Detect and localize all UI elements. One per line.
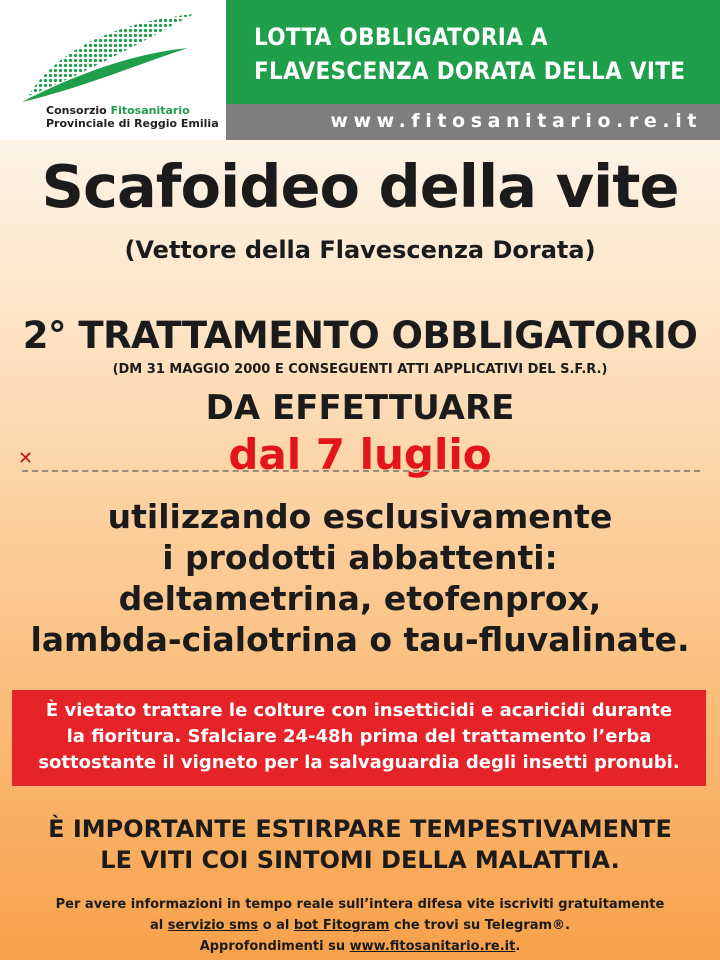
- warning-box: [12, 690, 706, 786]
- important-notice: [0, 814, 720, 876]
- logo[interactable]: [0, 0, 226, 140]
- products-line1: utilizzando esclusivamente: [107, 497, 613, 536]
- dashed-divider: [22, 470, 700, 472]
- logo-line2: Provinciale di Reggio Emilia: [46, 117, 219, 130]
- footer-line2: [0, 915, 720, 936]
- footer-text: Approfondimenti su: [199, 939, 350, 954]
- to-do-heading: DA EFFETTUARE: [205, 388, 515, 428]
- banner-line1: LOTTA OBBLIGATORIA A: [254, 23, 548, 51]
- products-line4: lambda-cialotrina o tau-fluvalinate.: [30, 620, 690, 659]
- date-text: dal 7 luglio: [228, 430, 492, 479]
- sms-service-link[interactable]: servizio sms: [167, 918, 259, 933]
- footer-text: o al: [258, 918, 294, 933]
- banner: [226, 0, 720, 104]
- important-line1: È IMPORTANTE ESTIRPARE TEMPESTIVAMENTE: [48, 815, 672, 843]
- footer-text: che trovi su Telegram®.: [389, 918, 570, 933]
- site-link[interactable]: www.fitosanitario.re.it: [349, 939, 516, 954]
- banner-line2: FLAVESCENZA DORATA DELLA VITE: [254, 57, 686, 85]
- footer: [0, 894, 720, 957]
- footer-line1: Per avere informazioni in tempo reale sull’intera difesa vite iscriviti gratuitamente: [55, 897, 665, 912]
- footer-text: al: [150, 918, 168, 933]
- close-mark-icon[interactable]: ✕: [18, 448, 34, 469]
- warning-line2: la fioritura. Sfalciare 24-48h prima del trattamento l’erba: [66, 726, 652, 747]
- logo-line1-green: Fitosanitario: [110, 104, 190, 117]
- subtitle: (Vettore della Flavescenza Dorata): [124, 236, 596, 264]
- footer-line3: [0, 936, 720, 957]
- header: [0, 0, 720, 140]
- products-line2: i prodotti abbattenti:: [162, 538, 558, 577]
- leaf-logo-icon: [18, 8, 198, 104]
- products-line3: deltametrina, etofenprox,: [118, 579, 602, 618]
- page-title: Scafoideo della vite: [41, 152, 679, 221]
- warning-line1: È vietato trattare le colture con insetticidi e acaricidi durante: [45, 700, 673, 721]
- website-url[interactable]: www.fitosanitario.re.it: [226, 104, 720, 140]
- footer-text: .: [515, 939, 521, 954]
- important-line2: LE VITI COI SINTOMI DELLA MALATTIA.: [100, 846, 620, 874]
- logo-line1: Consorzio: [46, 104, 111, 117]
- products-block: [0, 496, 720, 660]
- logo-text: [46, 104, 219, 130]
- treatment-heading: 2° TRATTAMENTO OBBLIGATORIO: [22, 314, 698, 357]
- warning-line3: sottostante il vigneto per la salvaguardia degli insetti pronubi.: [38, 752, 680, 773]
- fitogram-bot-link[interactable]: bot Fitogram: [293, 918, 390, 933]
- decree-note: (DM 31 MAGGIO 2000 E CONSEGUENTI ATTI APPLICATIVI DEL S.F.R.): [112, 362, 608, 377]
